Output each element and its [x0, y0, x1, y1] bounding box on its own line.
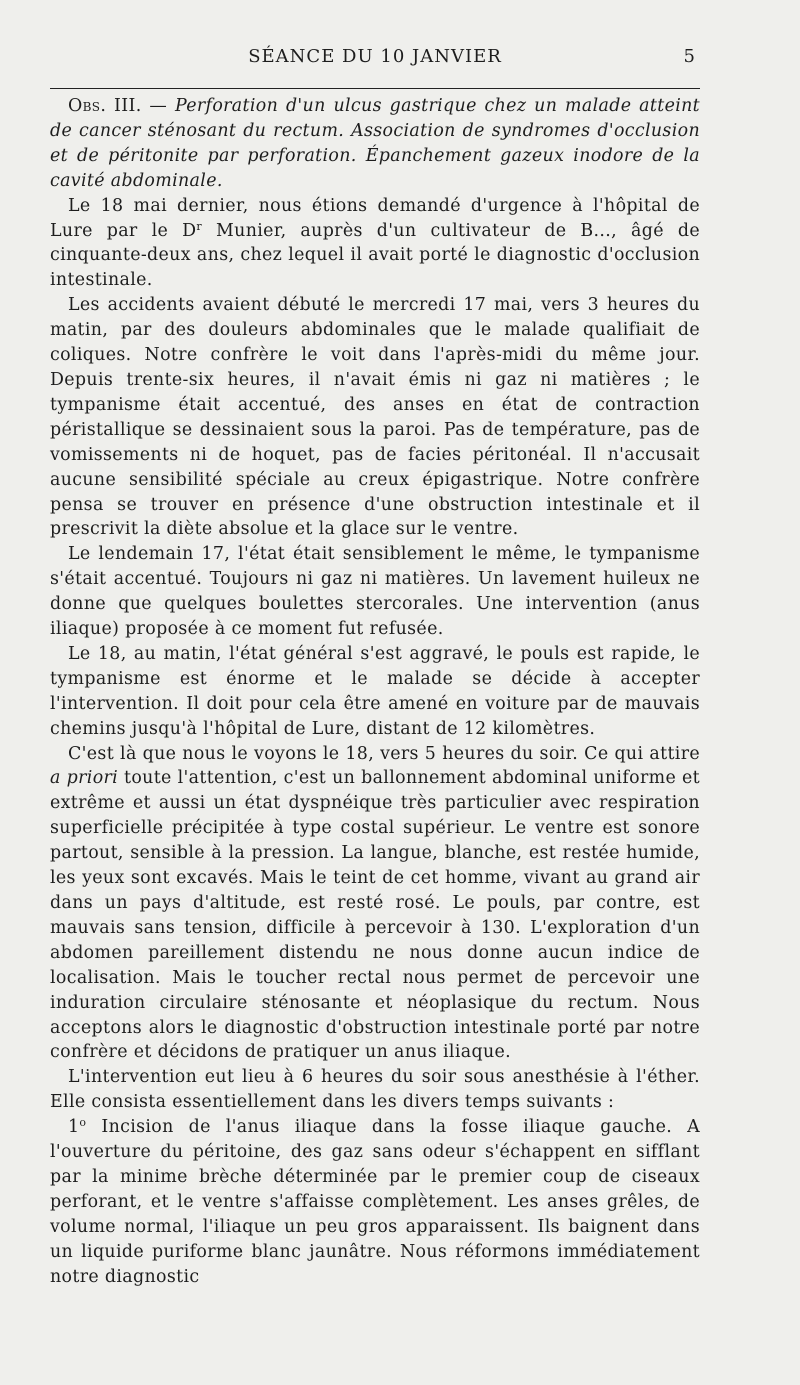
superscript: o — [79, 1116, 87, 1130]
observation-label: Obs. III. — [68, 96, 142, 116]
paragraph — [50, 742, 700, 1066]
italic-run: a priori — [50, 768, 119, 789]
text-run: C'est là que nous le voyons le 18, vers 5 heures du soir. Ce qui attire — [68, 743, 700, 764]
step-number: 1 — [68, 1117, 80, 1138]
page-number: 5 — [683, 46, 696, 67]
page-header — [50, 46, 700, 76]
body-text — [50, 94, 700, 1290]
observation-heading — [50, 94, 700, 194]
text-run: Incision de l'anus iliaque dans la fosse iliaque gauche. A l'ouverture du péritoine, des gaz sans odeur s'échappent en sifflant par la minime brèche déterminée par le premier coup de ciseaux perforant, et le ventre s'affaisse complètement. Les anses grêles, de volume normal, l'iliaque un peu gros apparaissent. Ils baignent dans un liquide puriforme blanc jaunâtre. Nous réformons immédiatement notre diagnostic — [50, 1117, 700, 1287]
running-title: SÉANCE DU 10 JANVIER — [248, 46, 502, 67]
observation-title: Perforation d'un ulcus gastrique chez un malade atteint de cancer sténosant du rectum. Association de syndromes d'occlusion et de péritonite par perforation. Épanchement gazeux inodore de la cavité abdominale. — [50, 96, 701, 191]
text-run: Le 18 mai dernier, nous étions demandé d'urgence à l'hôpital de Lure par le D — [50, 195, 700, 241]
observation-dash: — — [141, 96, 175, 116]
paragraph — [50, 194, 700, 294]
paragraph: Les accidents avaient débuté le mercredi 17 mai, vers 3 heures du matin, par des douleurs abdominales que le malade qualifiait de coliques. Notre confrère le voit dans l'après-midi du même jour. Depuis trente-six heures, il n'avait émis ni gaz ni matières ; le tympanisme était accentué, des anses en état de contraction péristallique se dessinaient sous la paroi. Pas de température, pas de vomissements ni de hoquet, pas de facies péritonéal. Il n'accusait aucune sensibilité spéciale au creux épigastrique. Notre confrère pensa se trouver en présence d'une obstruction intestinale et il prescrivit la diète absolue et la glace sur le ventre. — [50, 295, 700, 540]
paragraph: L'intervention eut lieu à 6 heures du soir sous anesthésie à l'éther. Elle consista essentiellement dans les divers temps suivants : — [50, 1067, 700, 1113]
paragraph — [50, 1115, 700, 1289]
superscript: r — [196, 219, 203, 233]
text-run: Munier, auprès d'un cultivateur de B..., âgé de cinquante-deux ans, chez lequel il avait porté le diagnostic d'occlusion intestinale. — [50, 220, 700, 291]
paragraph: Le 18, au matin, l'état général s'est aggravé, le pouls est rapide, le tympanisme est énorme et le malade se décide à accepter l'intervention. Il doit pour cela être amené en voiture par de mauvais chemins jusqu'à l'hôpital de Lure, distant de 12 kilomètres. — [50, 643, 700, 739]
text-run: toute l'attention, c'est un ballonnement abdominal uniforme et extrême et aussi un état dyspnéique très particulier avec respiration superficielle précipitée à type costal supérieur. Le ventre est sonore partout, sensible à la pression. La langue, blanche, est restée humide, les yeux sont excavés. Mais le teint de cet homme, vivant au grand air dans un pays d'altitude, est resté rosé. Le pouls, par contre, est mauvais sans tension, difficile à percevoir à 130. L'exploration d'un abdomen pareillement distendu ne nous donne aucun indice de localisation. Mais le toucher rectal nous permet de percevoir une induration circulaire sténosante et néoplasique du rectum. Nous acceptons alors le diagnostic d'obstruction intestinale porté par notre confrère et décidons de pratiquer un anus iliaque. — [50, 768, 700, 1063]
header-rule — [50, 88, 700, 89]
paragraph: Le lendemain 17, l'état était sensiblement le même, le tympanisme s'était accentué. Toujours ni gaz ni matières. Un lavement huileux ne donne que quelques boulettes stercorales. Une intervention (anus iliaque) proposée à ce moment fut refusée. — [50, 544, 700, 640]
